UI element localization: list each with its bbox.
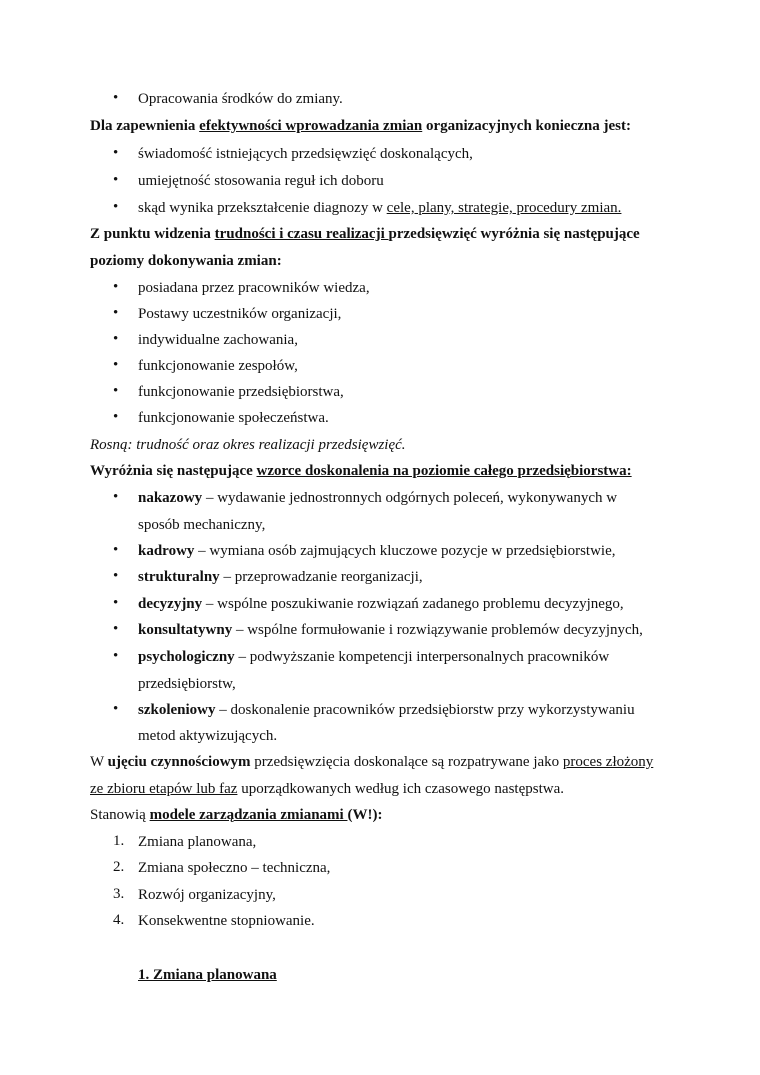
bullet: • <box>113 489 119 505</box>
models-heading: Stanowią modele zarządzania zmianami (W!): <box>90 807 383 823</box>
patterns-heading: Wyróżnia się następujące wzorce doskonalenia na poziomie całego przedsiębiorstwa: <box>90 463 632 479</box>
numbered-item: Zmiana społeczno – techniczna, <box>138 860 331 876</box>
list-item: funkcjonowanie zespołów, <box>138 358 298 374</box>
list-item: indywidualne zachowania, <box>138 332 298 348</box>
bullet: • <box>113 90 119 106</box>
bullet: • <box>113 172 119 188</box>
list-item: konsultatywny – wspólne formułowanie i rozwiązywanie problemów decyzyjnych, <box>138 622 643 638</box>
bullet: • <box>113 331 119 347</box>
bullet: • <box>113 701 119 717</box>
bullet: • <box>113 145 119 161</box>
list-item: Postawy uczestników organizacji, <box>138 306 342 322</box>
bullet: • <box>113 409 119 425</box>
section-heading: 1. Zmiana planowana <box>138 967 277 983</box>
functional-paragraph-cont: ze zbioru etapów lub faz uporządkowanych według ich czasowego następstwa. <box>90 781 564 797</box>
numbered-item: Zmiana planowana, <box>138 834 257 850</box>
functional-paragraph: W ujęciu czynnościowym przedsięwzięcia doskonalące są rozpatrywane jako proces złożony <box>90 754 654 770</box>
list-item-cont: metod aktywizujących. <box>138 728 278 744</box>
levels-note: Rosną: trudność oraz okres realizacji przedsięwzięć. <box>90 437 406 453</box>
list-item: świadomość istniejących przedsięwzięć doskonalących, <box>138 146 473 162</box>
list-number: 3. <box>113 886 125 902</box>
levels-heading: Z punktu widzenia trudności i czasu realizacji przedsięwzięć wyróżnia się następujące <box>90 226 640 242</box>
list-item: posiadana przez pracowników wiedza, <box>138 280 370 296</box>
bullet: • <box>113 305 119 321</box>
effectiveness-heading: Dla zapewnienia efektywności wprowadzania zmian organizacyjnych konieczna jest: <box>90 118 631 134</box>
list-item-cont: przedsiębiorstw, <box>138 676 236 692</box>
bullet: • <box>113 357 119 373</box>
list-item: skąd wynika przekształcenie diagnozy w cele, plany, strategie, procedury zmian. <box>138 200 622 216</box>
list-item: umiejętność stosowania reguł ich doboru <box>138 173 384 189</box>
numbered-item: Rozwój organizacyjny, <box>138 887 276 903</box>
bullet: • <box>113 595 119 611</box>
list-item: decyzyjny – wspólne poszukiwanie rozwiązań zadanego problemu decyzyjnego, <box>138 596 624 612</box>
list-item: funkcjonowanie przedsiębiorstwa, <box>138 384 344 400</box>
bullet: • <box>113 199 119 215</box>
bullet: • <box>113 621 119 637</box>
intro-bullet-text: Opracowania środków do zmiany. <box>138 91 343 107</box>
list-number: 2. <box>113 859 125 875</box>
bullet: • <box>113 648 119 664</box>
numbered-item: Konsekwentne stopniowanie. <box>138 913 315 929</box>
list-item: kadrowy – wymiana osób zajmujących kluczowe pozycje w przedsiębiorstwie, <box>138 543 616 559</box>
levels-heading-cont: poziomy dokonywania zmian: <box>90 253 282 269</box>
list-item: psychologiczny – podwyższanie kompetencji interpersonalnych pracowników <box>138 649 610 665</box>
bullet: • <box>113 279 119 295</box>
list-item-cont: sposób mechaniczny, <box>138 517 266 533</box>
list-item: nakazowy – wydawanie jednostronnych odgórnych poleceń, wykonywanych w <box>138 490 618 506</box>
bullet: • <box>113 568 119 584</box>
bullet: • <box>113 383 119 399</box>
list-number: 4. <box>113 912 125 928</box>
list-item: funkcjonowanie społeczeństwa. <box>138 410 329 426</box>
list-number: 1. <box>113 833 125 849</box>
list-item: strukturalny – przeprowadzanie reorganizacji, <box>138 569 423 585</box>
list-item: szkoleniowy – doskonalenie pracowników przedsiębiorstw przy wykorzystywaniu <box>138 702 635 718</box>
bullet: • <box>113 542 119 558</box>
